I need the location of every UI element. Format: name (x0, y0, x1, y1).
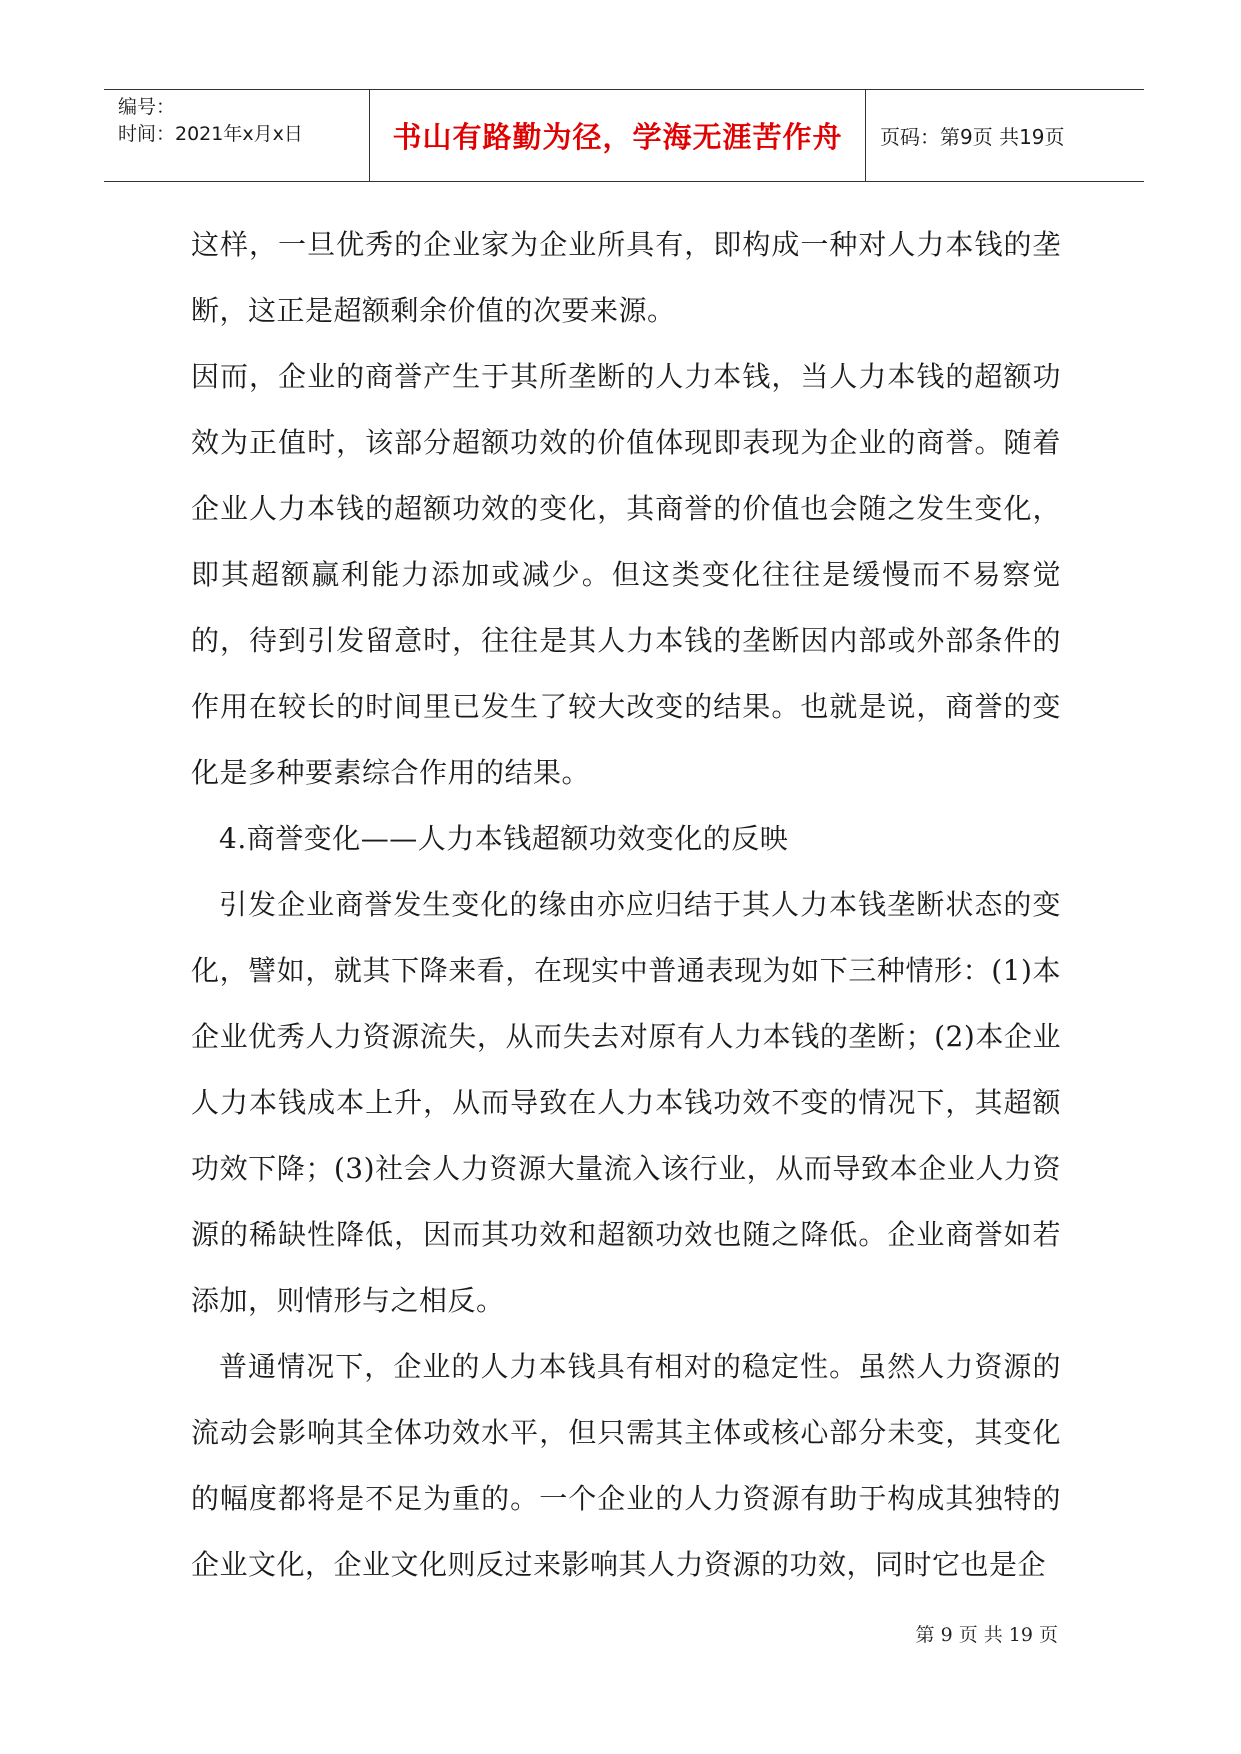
paragraph-1: 这样，一旦优秀的企业家为企业所具有，即构成一种对人力本钱的垄断，这正是超额剩余价值的次要来源。 (191, 228, 1061, 327)
section-heading: 4.商誉变化——人力本钱超额功效变化的反映 (219, 822, 789, 855)
paragraph-3: 引发企业商誉发生变化的缘由亦应归结于其人力本钱垄断状态的变化，譬如，就其下降来看，在现实中普通表现为如下三种情形：(1)本企业优秀人力资源流失，从而失去对原有人力本钱的垄断；(2)本企业人力本钱成本上升，从而导致在人力本钱功效不变的情况下，其超额功效下降；(3)社会人力资源大量流入该行业，从而导致本企业人力资源的稀缺性降低，因而其功效和超额功效也随之降低。企业商誉如若添加，则情形与之相反。 (191, 888, 1061, 1317)
paragraph-4: 普通情况下，企业的人力本钱具有相对的稳定性。虽然人力资源的流动会影响其全体功效水平，但只需其主体或核心部分未变，其变化的幅度都将是不足为重的。一个企业的人力资源有助于构成其独特的企业文化，企业文化则反过来影响其人力资源的功效，同时它也是企 (191, 1350, 1061, 1581)
paragraph-2: 因而，企业的商誉产生于其所垄断的人力本钱，当人力本钱的超额功效为正值时，该部分超额功效的价值体现即表现为企业的商誉。随着企业人力本钱的超额功效的变化，其商誉的价值也会随之发生变化，即其超额赢利能力添加或减少。但这类变化往往是缓慢而不易察觉的，待到引发留意时，往往是其人力本钱的垄断因内部或外部条件的作用在较长的时间里已发生了较大改变的结果。也就是说，商誉的变化是多种要素综合作用的结果。 (191, 360, 1061, 789)
header-page-info: 页码：第9页 共19页 (880, 125, 1065, 149)
header-motto: 书山有路勤为径，学海无涯苦作舟 (370, 90, 866, 181)
document-body (191, 212, 1061, 1598)
page-footer: 第 9 页 共 19 页 (915, 1624, 1058, 1646)
number-label: 编号： (118, 96, 176, 118)
page-header (104, 89, 1144, 182)
header-meta (104, 90, 370, 181)
time-label: 时间：2021年x月x日 (118, 123, 303, 145)
